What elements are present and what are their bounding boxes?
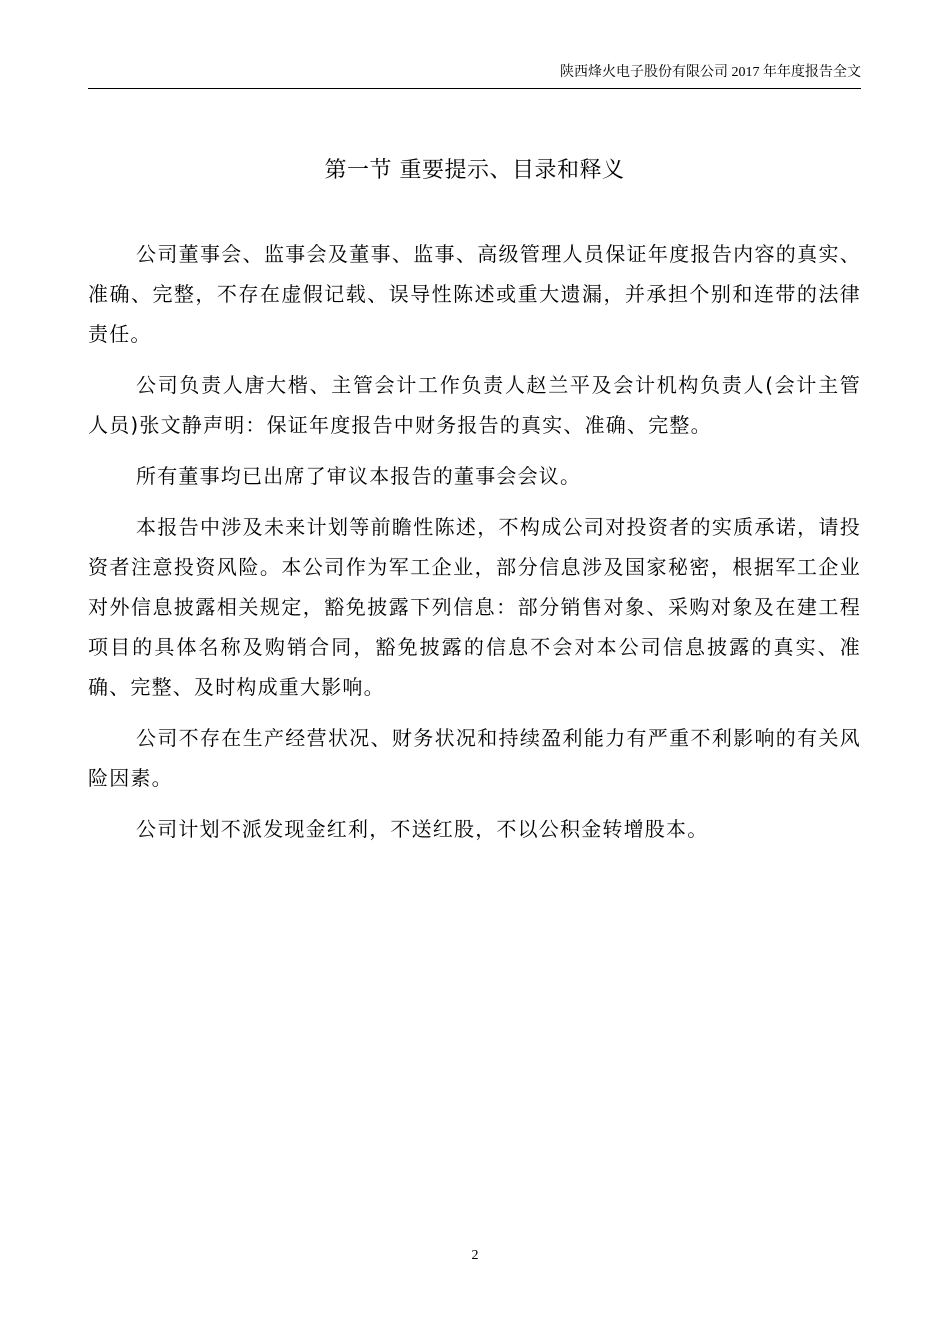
document-body	[88, 234, 861, 860]
paragraph-responsibility-statement: 公司董事会、监事会及董事、监事、高级管理人员保证年度报告内容的真实、准确、完整，不存在虚假记载、误导性陈述或重大遗漏，并承担个别和连带的法律责任。	[88, 242, 861, 346]
paragraph-officer-declaration: 公司负责人唐大楷、主管会计工作负责人赵兰平及会计机构负责人(会计主管人员)张文静声明：保证年度报告中财务报告的真实、准确、完整。	[88, 373, 861, 437]
paragraph-forward-looking-risk: 本报告中涉及未来计划等前瞻性陈述，不构成公司对投资者的实质承诺，请投资者注意投资风险。本公司作为军工企业，部分信息涉及国家秘密，根据军工企业对外信息披露相关规定，豁免披露下列信息：部分销售对象、采购对象及在建工程项目的具体名称及购销合同，豁免披露的信息不会对本公司信息披露的真实、准确、完整、及时构成重大影响。	[88, 515, 861, 699]
paragraph-board-attendance: 所有董事均已出席了审议本报告的董事会会议。	[136, 464, 582, 488]
running-header	[88, 62, 861, 89]
page-number: 2	[471, 1248, 479, 1263]
section-title: 第一节 重要提示、目录和释义	[324, 158, 625, 183]
paragraph-risk-factors: 公司不存在生产经营状况、财务状况和持续盈利能力有严重不利影响的有关风险因素。	[88, 726, 861, 790]
paragraph-dividend-plan: 公司计划不派发现金红利，不送红股，不以公积金转增股本。	[136, 817, 709, 841]
running-header-title: 陕西烽火电子股份有限公司 2017 年年度报告全文	[560, 65, 861, 80]
